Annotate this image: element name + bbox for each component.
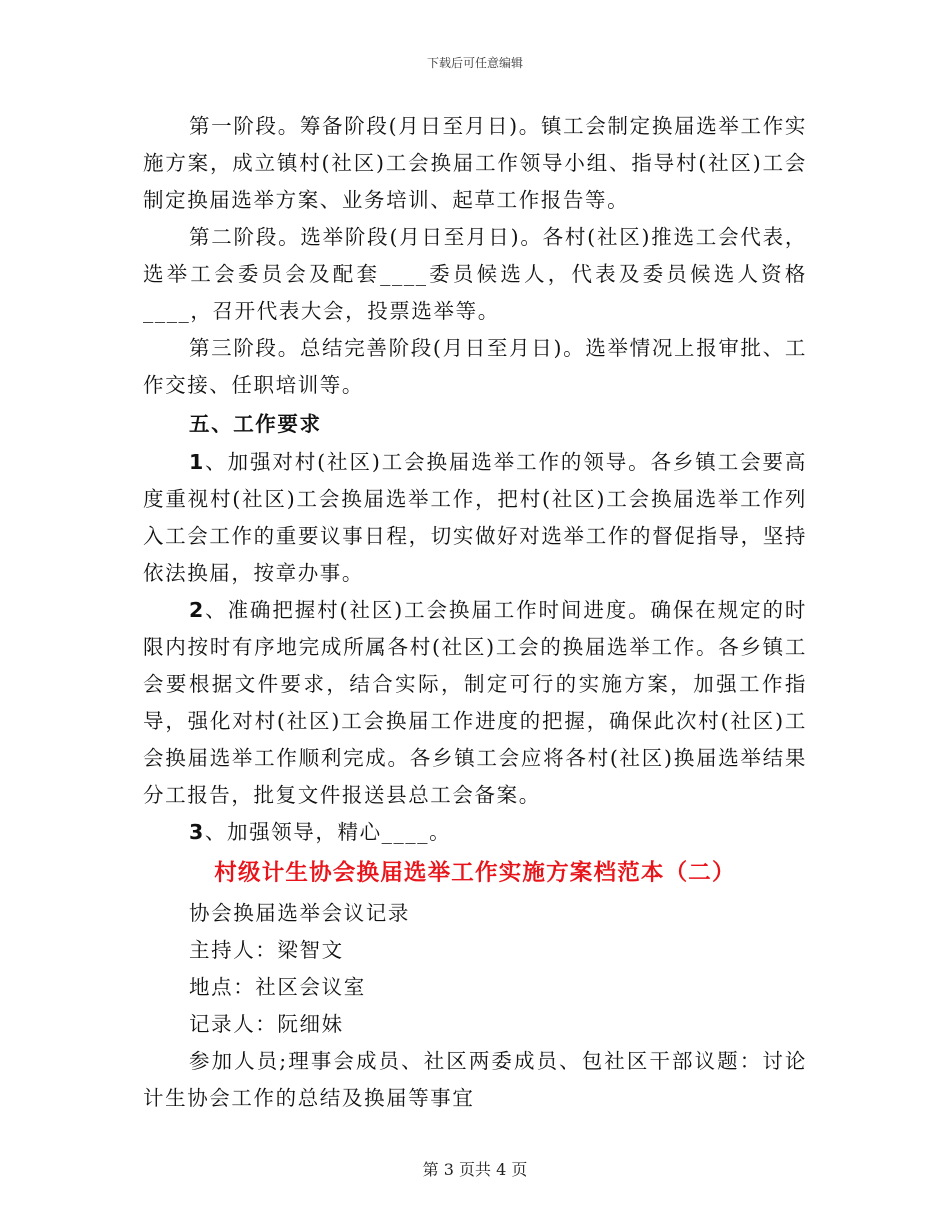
requirements-heading: 五、工作要求 [189, 412, 322, 436]
requirement-number: 1 [189, 450, 205, 474]
record-location: 地点：社区会议室 [189, 975, 366, 999]
section-2-title: 村级计生协会换届选举工作实施方案档范本（二） [214, 860, 736, 886]
requirement-item-2 [143, 592, 807, 814]
record-title: 协会换届选举会议记录 [189, 901, 410, 925]
requirement-number: 3 [189, 820, 205, 844]
requirement-text: 、加强领导，精心____。 [204, 820, 452, 844]
requirement-text: 、加强对村(社区)工会换届选举工作的领导。各乡镇工会要高度重视村(社区)工会换届选举工作，把村(社区)工会换届选举工作列入工会工作的重要议事日程，切实做好对选举工作的督促指导，坚持依法换届，按章办事。 [143, 450, 807, 585]
record-participants: 参加人员;理事会成员、社区两委成员、包社区干部议题：讨论计生协会工作的总结及换届等事宜 [143, 1049, 807, 1110]
stage-3-paragraph: 第三阶段。总结完善阶段(月日至月日)。选举情况上报审批、工作交接、任职培训等。 [143, 336, 807, 397]
document-body [143, 108, 807, 1117]
stage-2-paragraph: 第二阶段。选举阶段(月日至月日)。各村(社区)推选工会代表，选举工会委员会及配套____委员候选人，代表及委员候选人资格____，召开代表大会，投票选举等。 [143, 225, 807, 323]
requirement-number: 2 [189, 598, 205, 622]
page-number-footer: 第 3 页共 4 页 [422, 1160, 528, 1179]
requirement-item-1 [143, 444, 807, 592]
record-recorder: 记录人：阮细妹 [189, 1012, 344, 1036]
requirement-text: 、准确把握村(社区)工会换届工作时间进度。确保在规定的时限内按时有序地完成所属各村(社区)工会的换届选举工作。各乡镇工会要根据文件要求，结合实际，制定可行的实施方案，加强工作指导，强化对村(社区)工会换届工作进度的把握，确保此次村(社区)工会换届选举工作顺利完成。各乡镇工会应将各村(社区)换届选举结果分工报告，批复文件报送县总工会备案。 [143, 598, 807, 807]
stage-1-paragraph: 第一阶段。筹备阶段(月日至月日)。镇工会制定换届选举工作实施方案，成立镇村(社区)工会换届工作领导小组、指导村(社区)工会制定换届选举方案、业务培训、起草工作报告等。 [143, 114, 807, 212]
meeting-record [143, 895, 807, 1117]
record-host: 主持人：梁智文 [189, 938, 344, 962]
requirement-item-3 [143, 814, 807, 851]
header-note: 下载后可任意编辑 [426, 56, 523, 70]
